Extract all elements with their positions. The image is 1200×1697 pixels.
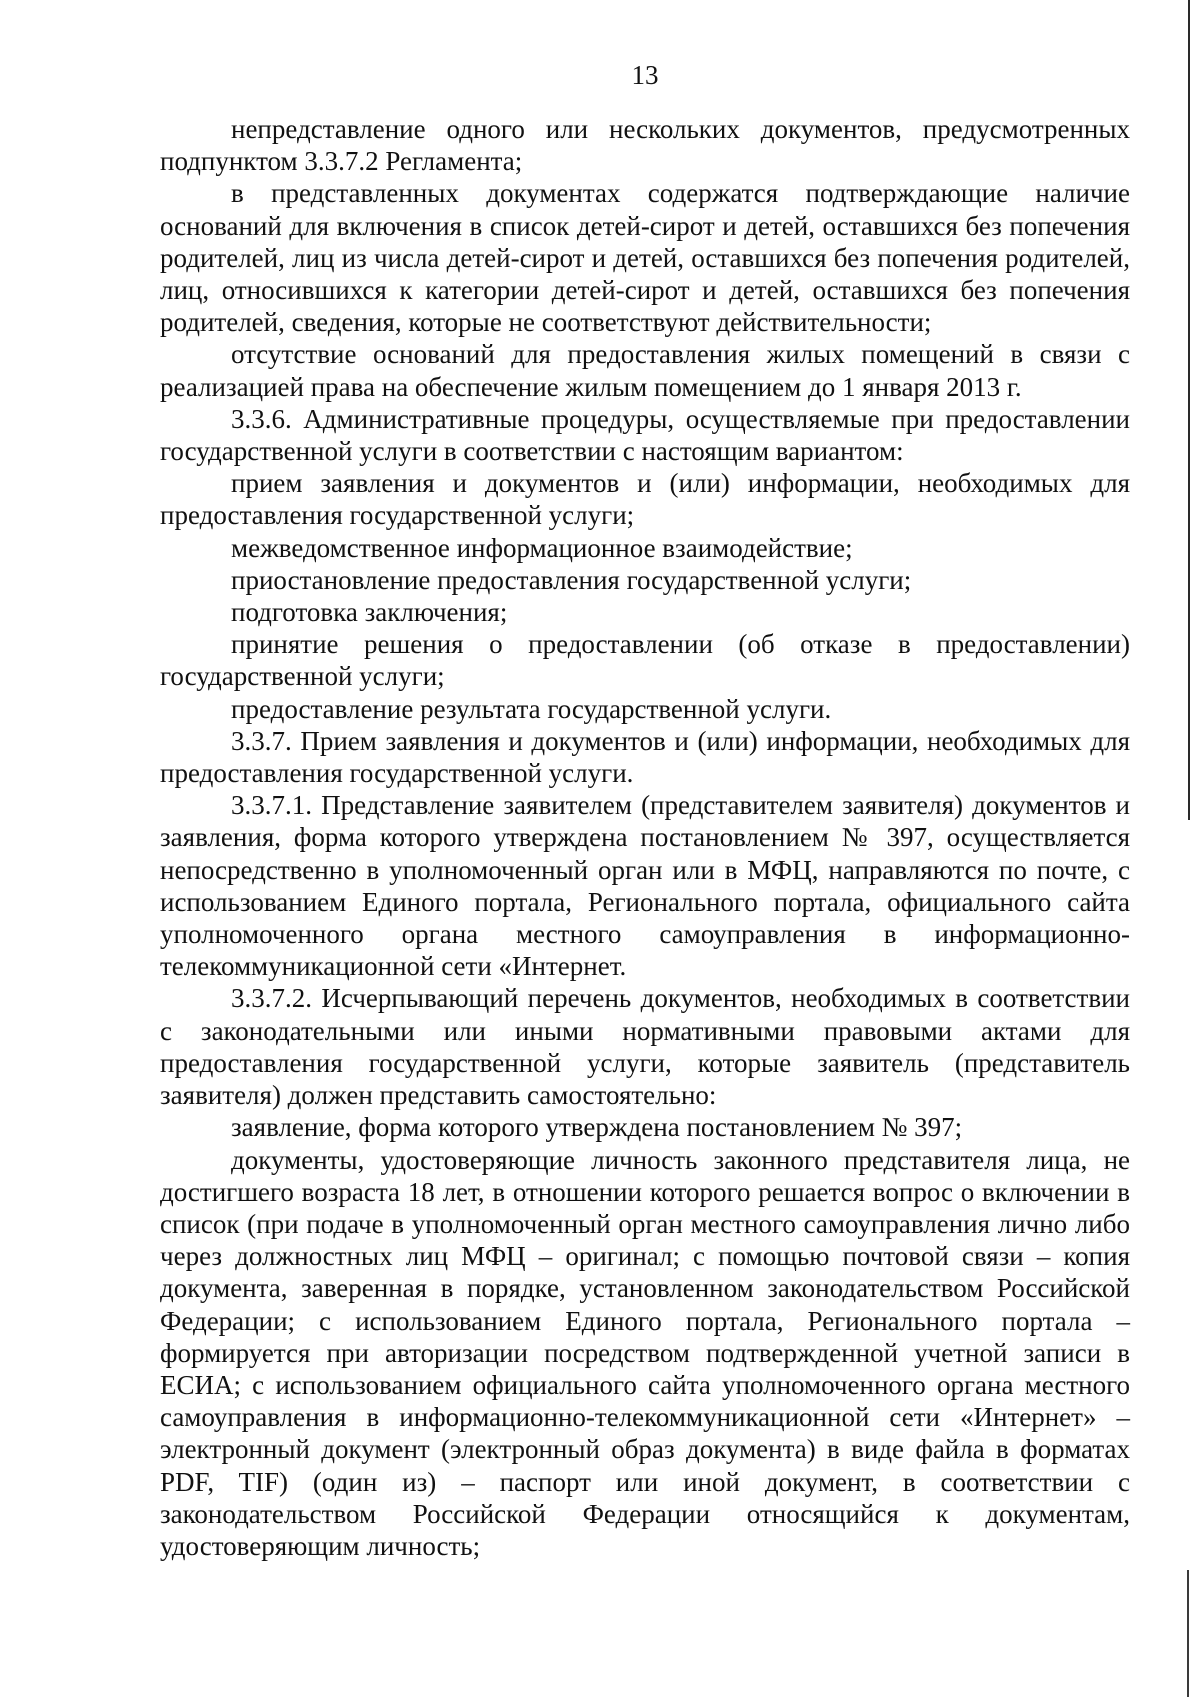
- paragraph: межведомственное информационное взаимодействие;: [231, 532, 853, 563]
- paragraph: заявление, форма которого утверждена постановлением № 397;: [231, 1112, 963, 1143]
- paragraph: 3.3.6. Административные процедуры, осуществляемые при предоставлении государственной услуги в соответствии с настоящим вариантом:: [160, 403, 1130, 467]
- paragraph: непредставление одного или нескольких документов, предусмотренных подпунктом 3.3.7.2 Регламента;: [160, 114, 1130, 177]
- paragraph: прием заявления и документов и (или) информации, необходимых для предоставления государственной услуги;: [160, 468, 1130, 531]
- paragraph: принятие решения о предоставлении (об отказе в предоставлении) государственной услуги;: [160, 629, 1130, 692]
- document-body: [160, 113, 1130, 1562]
- paragraph: подготовка заключения;: [231, 597, 508, 628]
- paragraph: отсутствие оснований для предоставления жилых помещений в связи с реализацией права на обеспечение жилым помещением до 1 января 2013 г.: [160, 339, 1130, 402]
- paragraph: предоставление результата государственной услуги.: [231, 693, 832, 724]
- scan-edge-line: [1188, 0, 1190, 820]
- scan-edge-line-bottom: [1187, 1570, 1189, 1697]
- paragraph: в представленных документах содержатся подтверждающие наличие оснований для включения в список детей-сирот и детей, оставшихся без попечения родителей, лиц из числа детей-сирот и детей, оставшихся без попечения родителей, лиц, относившихся к категории детей-сирот и детей, оставшихся без попечения родителей, сведения, которые не соответствуют действительности;: [160, 178, 1130, 338]
- paragraph: 3.3.7.2. Исчерпывающий перечень документов, необходимых в соответствии с законодательными или иными нормативными правовыми актами для предоставления государственной услуги, которые заявитель (представитель заявителя) должен представить самостоятельно:: [160, 983, 1130, 1111]
- paragraph: приостановление предоставления государственной услуги;: [231, 564, 912, 595]
- paragraph: документы, удостоверяющие личность законного представителя лица, не достигшего возраста 18 лет, в отношении которого решается вопрос о включении в список (при подаче в уполномоченный орган местного самоуправления лично либо через должностных лиц МФЦ – оригинал; с помощью почтовой связи – копия документа, заверенная в порядке, установленном законодательством Российской Федерации; с использованием Единого портала, Регионального портала – формируется при авторизации посредством подтвержденной учетной записи в ЕСИА; с использованием официального сайта уполномоченного органа местного самоуправления в информационно-телекоммуникационной сети «Интернет» – электронный документ (электронный образ документа) в виде файла в форматах PDF, TIF) (один из) – паспорт или иной документ, в соответствии с законодательством Российской Федерации относящийся к документам, удостоверяющим личность;: [160, 1144, 1130, 1561]
- paragraph: 3.3.7. Прием заявления и документов и (или) информации, необходимых для предоставления государственной услуги.: [160, 725, 1130, 789]
- paragraph: 3.3.7.1. Представление заявителем (представителем заявителя) документов и заявления, форма которого утверждена постановлением № 397, осуществляется непосредственно в уполномоченный орган или в МФЦ, направляются по почте, с использованием Единого портала, Регионального портала, официального сайта уполномоченного органа местного самоуправления в информационно-телекоммуникационной сети «Интернет.: [160, 790, 1130, 982]
- page-number: 13: [631, 60, 659, 90]
